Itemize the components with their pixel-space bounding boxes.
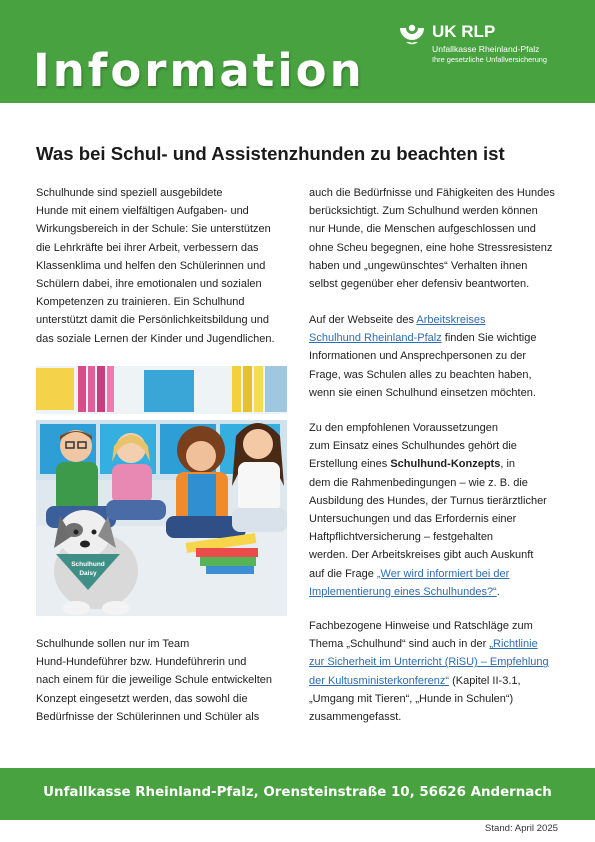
risu-link-cont[interactable]: zur Sicherheit im Unterricht (RiSU) – Empfehlung: [309, 656, 549, 669]
text-line: Bedürfnisse der Schülerinnen und Schüler als: [36, 710, 260, 723]
text-line: Kompetenzen zu trainieren. Ein Schulhund: [36, 296, 245, 309]
text-line: Ausbildung des Hundes, der Turnus tierärztlicher: [309, 494, 547, 507]
logo-subtitle: Unfallkasse Rheinland-Pfalz: [432, 44, 540, 54]
text-line: nach einem für die jeweilige Schule entwickelten: [36, 674, 273, 687]
text-line: Schulhunde sollen nur im Team: [36, 638, 190, 650]
text-line: das soziale Lernen der Kinder und Jugendlichen.: [36, 332, 275, 345]
uk-rlp-logo: [398, 22, 568, 70]
concept-term: Schulhund-Konzepts: [390, 458, 501, 471]
text-line: werden. Der Arbeitskreises gibt auch Auskunft: [309, 549, 534, 562]
text-segment: .: [496, 585, 500, 598]
text-line: auch die Bedürfnisse und Fähigkeiten des Hundes: [309, 187, 555, 199]
arbeitskreis-link[interactable]: Arbeitskreises: [416, 314, 486, 326]
text-line: [309, 635, 549, 653]
text-line: unterstützt damit die Persönlichkeitsbildung und: [36, 314, 269, 327]
risu-link-cont[interactable]: der Kultusministerkonferenz“: [309, 674, 450, 687]
text-line: [309, 672, 549, 690]
text-line: Frage, was Schulen alles zu beachten haben,: [309, 368, 532, 381]
header-banner: [0, 0, 595, 103]
footer-banner: [0, 768, 595, 820]
text-line: wenn sie einen Schulhund einsetzen möchten.: [309, 386, 536, 399]
text-line: „Umgang mit Tieren“, „Hunde in Schulen“): [309, 692, 514, 705]
bandana-text-1: Schulhund: [71, 561, 105, 568]
implementation-link[interactable]: „Wer wird informiert bei der: [376, 567, 510, 580]
page-title: Information: [33, 44, 365, 97]
risu-link[interactable]: „Richtlinie: [489, 638, 538, 651]
article-heading: Was bei Schul- und Assistenzhunden zu beachten ist: [36, 143, 505, 164]
text-line: Wirkungsbereich in der Schule: Sie unterstützen: [36, 223, 271, 236]
text-line: [309, 653, 549, 671]
concept-paragraph: [309, 419, 547, 601]
text-line: Zu den empfohlenen Voraussetzungen: [309, 422, 498, 434]
text-line: Haftpflichtversicherung – festgehalten: [309, 531, 494, 544]
text-line: zusammengefasst.: [309, 711, 402, 724]
text-segment: finden Sie wichtige: [441, 332, 537, 345]
implementation-link-cont[interactable]: Implementierung eines Schulhundes?“: [309, 585, 497, 598]
document-date: Stand: April 2025: [484, 823, 558, 834]
uk-rlp-logo-icon: [398, 22, 432, 52]
team-paragraph: [36, 635, 272, 726]
text-line: Hunde mit einem vielfältigen Aufgaben- und: [36, 205, 249, 218]
text-line: [309, 455, 547, 473]
text-line: nur Hunde, die Menschen aufgeschlossen und: [309, 223, 536, 236]
text-segment: , in: [500, 458, 516, 471]
logo-name: UK RLP: [432, 22, 496, 41]
text-line: dem die Rahmenbedingungen – wie z. B. die: [309, 476, 528, 489]
bandana-text-2: Daisy: [79, 570, 97, 577]
text-line: Schulhunde sind speziell ausgebildete: [36, 187, 223, 199]
text-line: [309, 583, 547, 601]
school-dog-photo: [36, 366, 287, 616]
text-line: haben und „ungewünschtes“ Verhalten ihnen: [309, 259, 528, 272]
text-line: [309, 565, 547, 583]
text-line: Informationen und Ansprechpersonen zu der: [309, 350, 527, 363]
text-line: zum Einsatz eines Schulhundes gehört die: [309, 440, 517, 453]
text-line: [309, 311, 536, 329]
requirements-paragraph: [309, 184, 555, 293]
text-segment: Auf der Webseite des: [309, 314, 417, 326]
text-line: berücksichtigt. Zum Schulhund werden können: [309, 205, 538, 218]
website-paragraph: [309, 311, 536, 402]
text-line: ohne Scheu begegnen, eine hohe Stressresistenz: [309, 241, 553, 254]
text-segment: auf die Frage: [309, 567, 377, 580]
intro-paragraph: [36, 184, 275, 348]
text-line: Untersuchungen und das Erfordernis einer: [309, 513, 517, 526]
text-segment: Erstellung eines: [309, 458, 391, 471]
arbeitskreis-link-cont[interactable]: Schulhund Rheinland-Pfalz: [309, 332, 442, 345]
text-line: selbst gegenüber eher defensiv beantworten.: [309, 278, 530, 291]
logo-tagline: Ihre gesetzliche Unfallversicherung: [432, 55, 548, 64]
text-line: Klassenklima und helfen den Schülerinnen und: [36, 259, 266, 272]
text-line: [309, 329, 536, 347]
text-line: Schülern dabei, ihre emotionalen und sozialen: [36, 278, 262, 291]
footer-address: Unfallkasse Rheinland-Pfalz, Orensteinstraße 10, 56626 Andernach: [43, 785, 552, 800]
text-line: Hund-Hundeführer bzw. Hundeführerin und: [36, 656, 247, 669]
photo-illustration: [36, 366, 287, 616]
text-line: Fachbezogene Hinweise und Ratschläge zum: [309, 620, 533, 632]
text-segment: Thema „Schulhund“ sind auch in der: [309, 638, 490, 651]
risu-paragraph: [309, 617, 549, 726]
text-line: die Lehrkräfte bei ihrer Arbeit, verbessern das: [36, 241, 259, 254]
text-line: Konzept eingesetzt werden, das sowohl die: [36, 692, 248, 705]
text-segment: (Kapitel II-3.1,: [449, 674, 521, 687]
